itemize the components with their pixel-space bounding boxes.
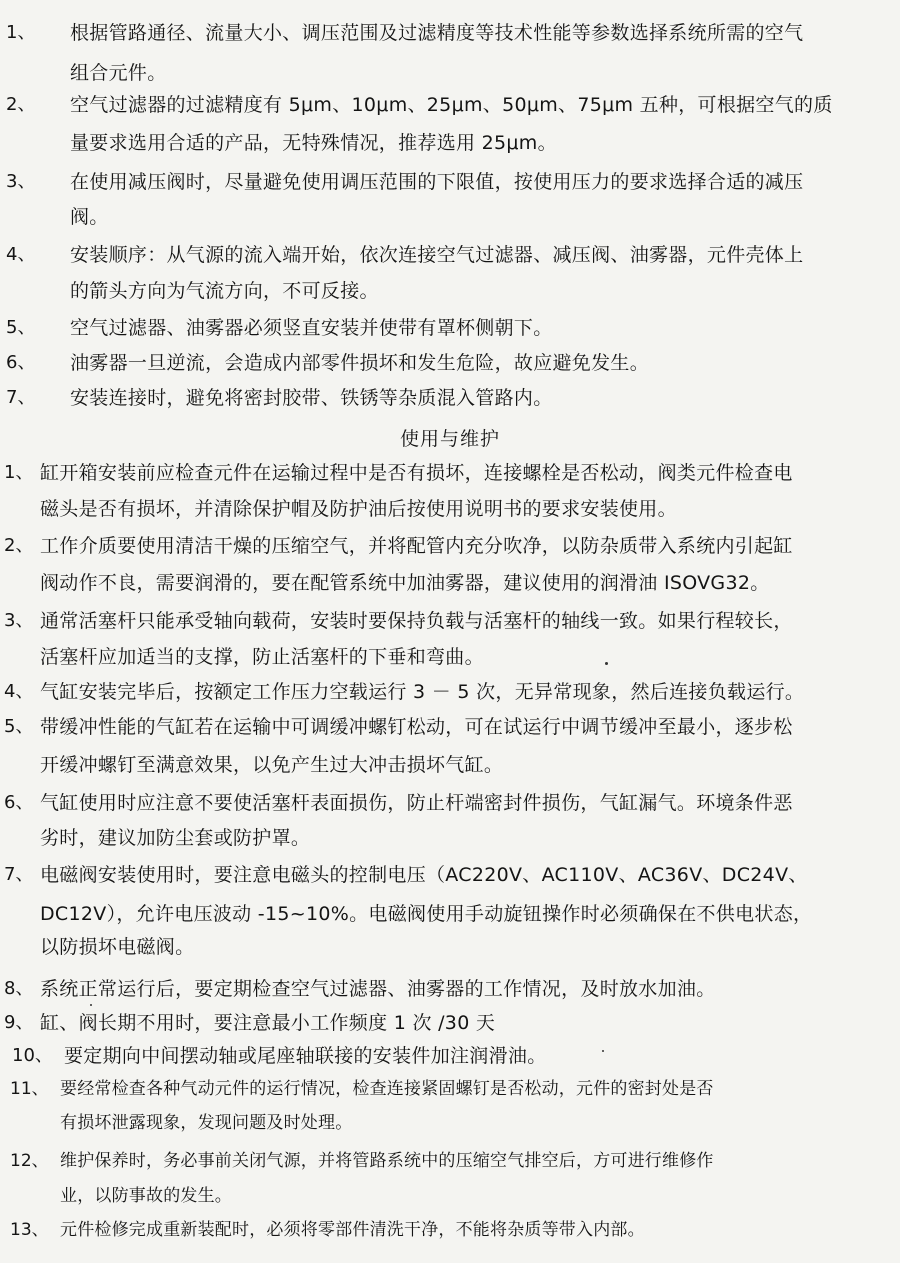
- item-number: 3、: [6, 171, 36, 192]
- item-text-line: 系统正常运行后，要定期检查空气过滤器、油雾器的工作情况，及时放水加油。: [40, 978, 716, 1000]
- item-text-line: 在使用减压阀时，尽量避免使用调压范围的下限值，按使用压力的要求选择合适的减压: [70, 171, 804, 193]
- item-number: 10、: [12, 1045, 53, 1066]
- scan-speck: [90, 1004, 92, 1006]
- item-text-line: 油雾器一旦逆流，会造成内部零件损坏和发生危险，故应避免发生。: [70, 352, 650, 374]
- item-text-line: 电磁阀安装使用时，要注意电磁头的控制电压（AC220V、AC110V、AC36V、DC24V、: [40, 864, 808, 886]
- item-text-line: 组合元件。: [70, 62, 167, 84]
- item-text-line: 安装顺序：从气源的流入端开始，依次连接空气过滤器、减压阀、油雾器，元件壳体上: [70, 244, 804, 266]
- item-text-line: 要经常检查各种气动元件的运行情况，检查连接紧固螺钉是否松动，元件的密封处是否: [60, 1079, 714, 1099]
- item-text-line: 元件检修完成重新装配时，必须将零部件清洗干净，不能将杂质等带入内部。: [60, 1220, 645, 1240]
- item-number: 11、: [10, 1079, 49, 1099]
- item-text-line: 工作介质要使用清洁干燥的压缩空气，并将配管内充分吹净，以防杂质带入系统内引起缸: [40, 535, 793, 557]
- item-text-line: 以防损坏电磁阀。: [40, 936, 195, 958]
- item-text-line: 业，以防事故的发生。: [60, 1186, 232, 1206]
- item-text-line: 开缓冲螺钉至满意效果，以免产生过大冲击损坏气缸。: [40, 754, 504, 776]
- item-number: 1、: [6, 22, 36, 43]
- item-text-line: 劣时，建议加防尘套或防护罩。: [40, 827, 311, 849]
- item-number: 7、: [6, 387, 36, 408]
- item-text-line: 有损坏泄露现象，发现问题及时处理。: [60, 1113, 353, 1133]
- item-text-line: 气缸使用时应注意不要使活塞杆表面损伤，防止杆端密封件损伤，气缸漏气。环境条件恶: [40, 792, 793, 814]
- item-number: 3、: [4, 610, 34, 631]
- item-text-line: 维护保养时，务必事前关闭气源，并将管路系统中的压缩空气排空后，方可进行维修作: [60, 1151, 714, 1171]
- item-number: 4、: [6, 244, 36, 265]
- item-text-line: 阀。: [70, 206, 109, 228]
- item-number: 6、: [6, 352, 36, 373]
- item-number: 8、: [4, 978, 34, 999]
- item-text-line: DC12V），允许电压波动 -15~10%。电磁阀使用手动旋钮操作时必须确保在不供电状态，: [40, 903, 813, 925]
- item-text-line: 通常活塞杆只能承受轴向载荷，安装时要保持负载与活塞杆的轴线一致。如果行程较长，: [40, 610, 793, 632]
- item-text-line: 根据管路通径、流量大小、调压范围及过滤精度等技术性能等参数选择系统所需的空气: [70, 22, 804, 44]
- item-text-line: 空气过滤器的过滤精度有 5μm、10μm、25μm、50μm、75μm 五种，可根据空气的质: [70, 94, 833, 116]
- item-text-line: 带缓冲性能的气缸若在运输中可调缓冲螺钉松动，可在试运行中调节缓冲至最小，逐步松: [40, 716, 793, 738]
- item-text-line: 阀动作不良，需要润滑的，要在配管系统中加油雾器，建议使用的润滑油 ISOVG32。: [40, 572, 770, 594]
- item-number: 7、: [4, 864, 34, 885]
- item-text-line: 的箭头方向为气流方向，不可反接。: [70, 280, 379, 302]
- item-number: 9、: [4, 1012, 34, 1033]
- item-number: 13、: [10, 1220, 49, 1240]
- item-text-line: 磁头是否有损坏，并清除保护帽及防护油后按使用说明书的要求安装使用。: [40, 498, 677, 520]
- item-text-line: 要定期向中间摆动轴或尾座轴联接的安装件加注润滑油。: [64, 1045, 547, 1067]
- item-text-line: 活塞杆应加适当的支撑，防止活塞杆的下垂和弯曲。: [40, 646, 484, 668]
- item-number: 6、: [4, 792, 34, 813]
- item-text-line: 气缸安装完毕后，按额定工作压力空载运行 3 － 5 次，无异常现象，然后连接负载运行。: [40, 681, 805, 703]
- item-number: 4、: [4, 681, 34, 702]
- item-number: 5、: [4, 716, 34, 737]
- item-number: 2、: [4, 535, 34, 556]
- scan-speck: [605, 662, 608, 665]
- item-number: 12、: [10, 1151, 49, 1171]
- item-number: 2、: [6, 94, 36, 115]
- item-number: 1、: [4, 462, 34, 483]
- item-text-line: 空气过滤器、油雾器必须竖直安装并使带有罩杯侧朝下。: [70, 317, 553, 339]
- item-text-line: 缸、阀长期不用时，要注意最小工作频度 1 次 /30 天: [40, 1012, 496, 1034]
- item-number: 5、: [6, 317, 36, 338]
- item-text-line: 安装连接时，避免将密封胶带、铁锈等杂质混入管路内。: [70, 387, 553, 409]
- scan-speck: [602, 1050, 604, 1052]
- section-title: 使用与维护: [399, 428, 500, 450]
- item-text-line: 量要求选用合适的产品，无特殊情况，推荐选用 25μm。: [70, 132, 557, 154]
- item-text-line: 缸开箱安装前应检查元件在运输过程中是否有损坏，连接螺栓是否松动，阀类元件检查电: [40, 462, 793, 484]
